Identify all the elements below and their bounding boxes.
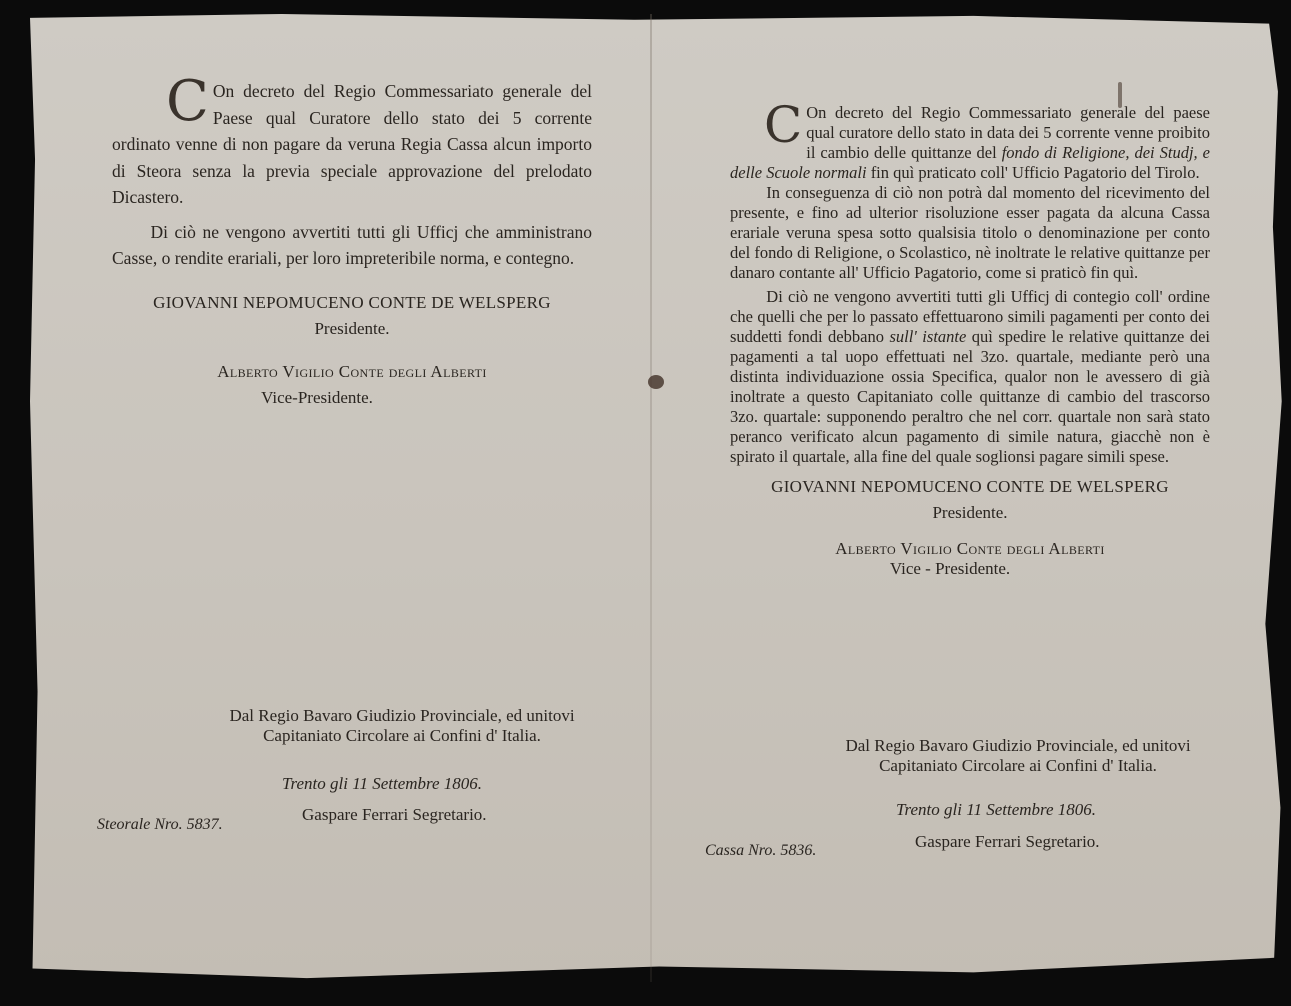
right-president-title: Presidente. [932, 503, 1008, 522]
left-court: Dal Regio Bavaro Giudizio Provinciale, ed unitovi Capitaniato Circolare ai Confini d' Italia. [229, 706, 575, 745]
left-secretary: Gaspare Ferrari Segretario. [302, 805, 487, 824]
left-notice [112, 69, 592, 412]
left-vice-name: Alberto Vigilio Conte degli Alberti [217, 361, 487, 381]
center-fold [650, 14, 652, 982]
right-paragraph-1: On decreto del Regio Commessariato generale del paese qual curatore dello stato in data dei 5 corrente venne proibito il cambio delle quittanze del fondo di Religione, dei Studj, e delle Scuole normali fin quì praticato coll' Ufficio Pagatorio del Tirolo. [730, 103, 1210, 182]
right-secretary: Gaspare Ferrari Segretario. [915, 832, 1100, 851]
right-date: Trento gli 11 Settembre 1806. [896, 800, 1097, 819]
left-dropcap: C [166, 69, 207, 134]
right-dropcap: C [764, 96, 801, 154]
left-president-title: Presidente. [314, 319, 390, 338]
ink-blot [648, 375, 664, 389]
left-vice-title: Vice-Presidente. [261, 388, 373, 407]
left-president-name: GIOVANNI NEPOMUCENO CONTE DE WELSPERG [153, 292, 551, 312]
left-paragraph-2: Di ciò ne vengono avvertiti tutti gli Ufficj che amministrano Casse, o rendite erariali, per loro impreteribile norma, e contegno. [112, 221, 592, 268]
right-president-name: GIOVANNI NEPOMUCENO CONTE DE WELSPERG [771, 477, 1169, 496]
right-court: Dal Regio Bavaro Giudizio Provinciale, ed unitovi Capitaniato Circolare ai Confini d' Italia. [845, 736, 1191, 775]
right-paragraph-3: Di ciò ne vengono avvertiti tutti gli Ufficj di contegio coll' ordine che quelli che per lo passato effettuarono simili pagamenti per conto dei suddetti fondi debbano sull' istante quì spedire le relative quittanze dei pagamenti a tal uopo effettuati nel 3zo. quartale, mediante però una distinta individuazione ossia Specifica, qualor non le avessero di già inoltrate a questo Capitaniato colle quittanze di cambio del trascorso 3zo. quartale: supponendo peraltro che nel corr. quartale non sarà stato peranco verificato alcun pagamento di simile natura, giacchè non è spirato il quartale, alla fine del quale soglionsi pagare simili spese. [730, 287, 1210, 466]
left-date: Trento gli 11 Settembre 1806. [282, 774, 483, 793]
right-vice-title: Vice - Presidente. [889, 559, 1011, 578]
right-vice-name: Alberto Vigilio Conte degli Alberti [835, 539, 1105, 558]
left-paragraph-1: On decreto del Regio Commessariato generale del Paese qual Curatore dello stato dei 5 corrente ordinato venne di non pagare da veruna Regia Cassa alcun importo di Steora senza la previa speciale approvazione del prelodato Dicastero. [112, 81, 592, 207]
right-reference: Cassa Nro. 5836. [705, 842, 817, 859]
right-paragraph-2: In conseguenza di ciò non potrà dal momento del ricevimento del presente, e fino ad ulterior risoluzione esser pagata da alcuna Cassa erariale veruna spesa sotto qualsisia titolo o denominazione per conto del fondo di Religione, o Scolastico, nè inoltrate le relative quittanze per danaro contante all' Ufficio Pagatorio, come si praticò fin quì. [730, 183, 1210, 282]
left-reference: Steorale Nro. 5837. [97, 816, 223, 833]
right-notice [730, 96, 1210, 579]
